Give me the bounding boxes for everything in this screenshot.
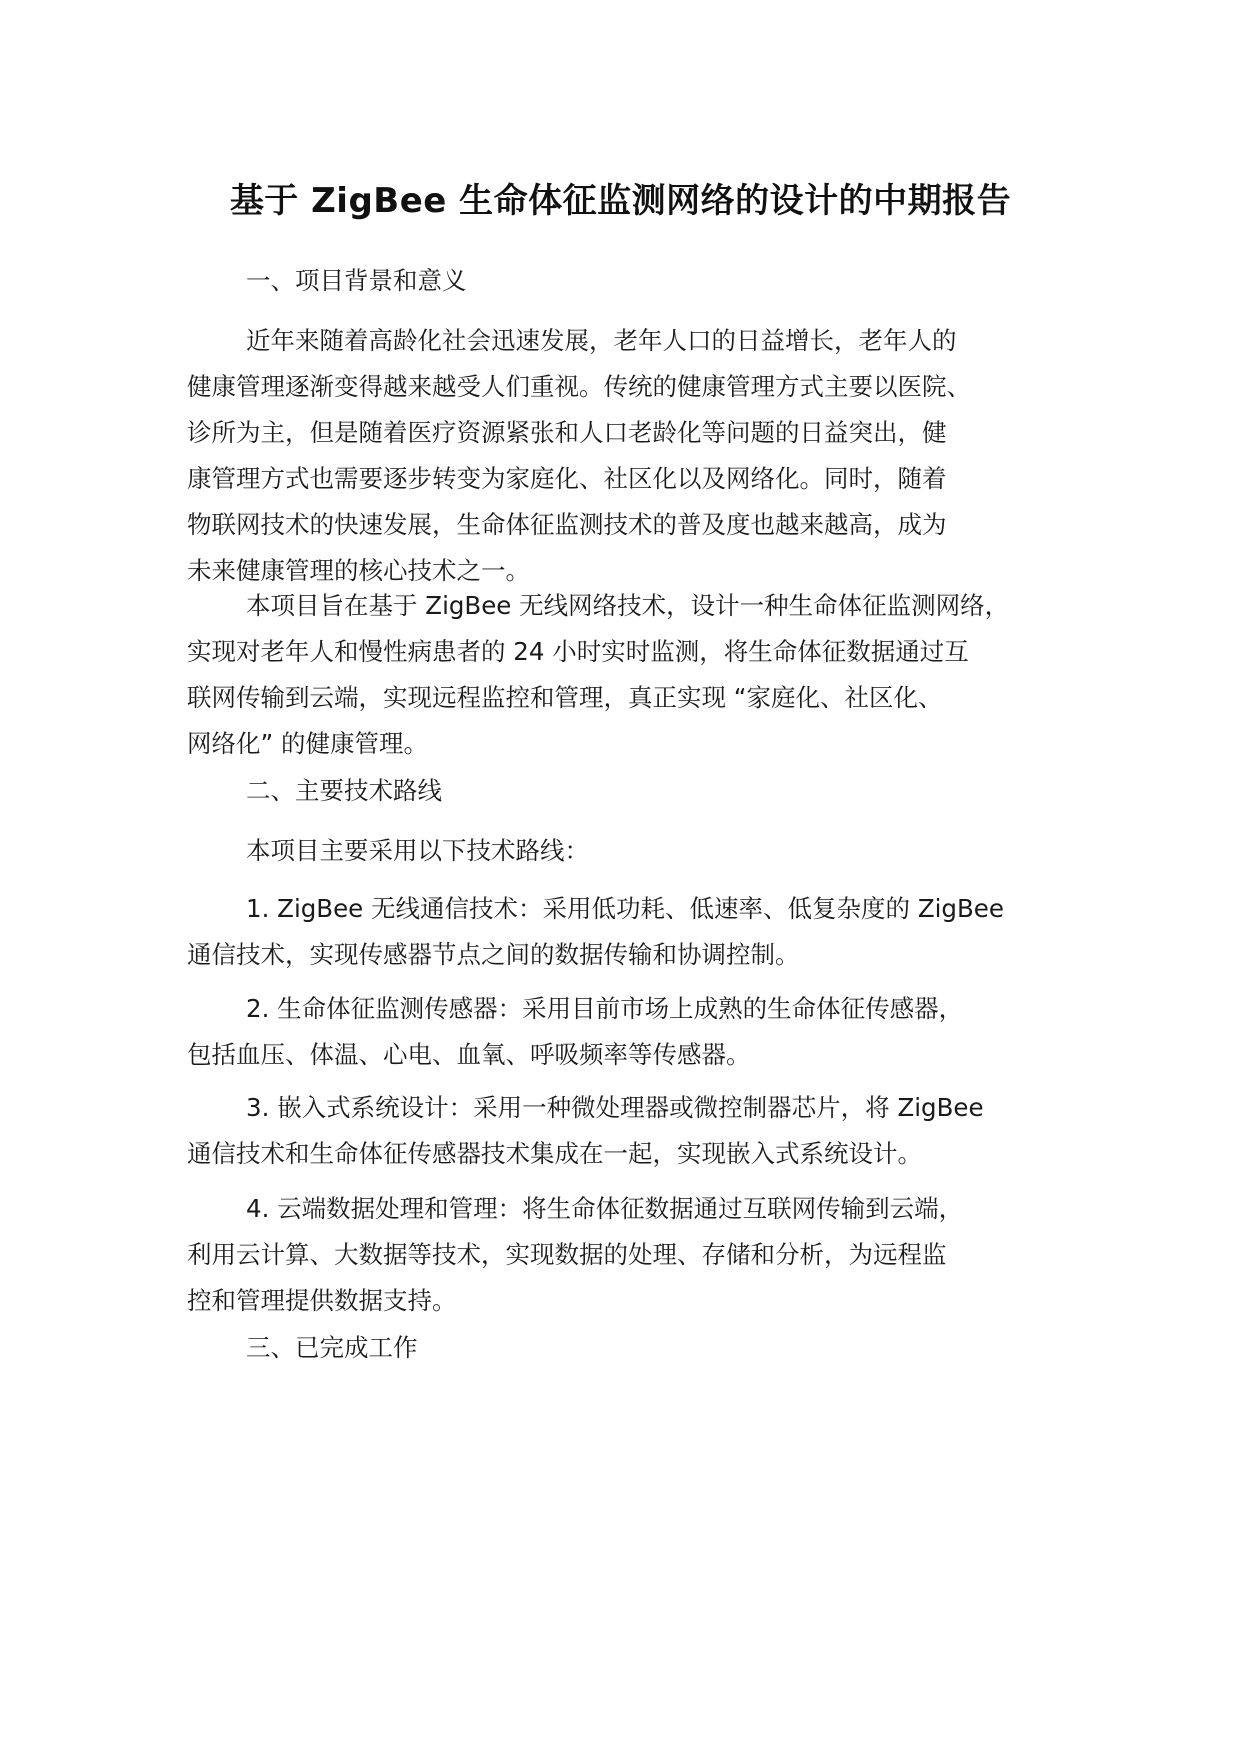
- paragraph-objective: [187, 583, 1077, 767]
- list-item-zigbee: [187, 886, 1077, 978]
- paragraph-line: 本项目旨在基于 ZigBee 无线网络技术，设计一种生命体征监测网络，: [246, 591, 1010, 620]
- section-heading-3: [187, 1325, 1077, 1371]
- list-item-line: 利用云计算、大数据等技术，实现数据的处理、存储和分析，为远程监: [187, 1240, 947, 1269]
- paragraph-line: 康管理方式也需要逐步转变为家庭化、社区化以及网络化。同时，随着: [187, 464, 947, 493]
- paragraph-line: 网络化” 的健康管理。: [187, 729, 428, 758]
- section-heading-text: 二、主要技术路线: [246, 776, 442, 805]
- section-heading-2: [187, 768, 1077, 814]
- document-title: 基于 ZigBee 生命体征监测网络的设计的中期报告: [229, 181, 1012, 221]
- list-item-sensors: [187, 986, 1077, 1078]
- list-item-line: 通信技术和生命体征传感器技术集成在一起，实现嵌入式系统设计。: [187, 1139, 922, 1168]
- list-item-line: 3. 嵌入式系统设计：采用一种微处理器或微控制器芯片，将 ZigBee: [246, 1093, 984, 1122]
- list-item-line: 通信技术，实现传感器节点之间的数据传输和协调控制。: [187, 940, 800, 969]
- list-item-line: 4. 云端数据处理和管理：将生命体征数据通过互联网传输到云端，: [246, 1194, 964, 1223]
- paragraph-line: 诊所为主，但是随着医疗资源紧张和人口老龄化等问题的日益突出，健: [187, 418, 947, 447]
- section-heading-1: [187, 258, 1077, 304]
- list-item-line: 2. 生命体征监测传感器：采用目前市场上成熟的生命体征传感器，: [246, 994, 964, 1023]
- list-item-line: 控和管理提供数据支持。: [187, 1286, 457, 1315]
- section-heading-text: 三、已完成工作: [246, 1333, 418, 1362]
- paragraph-background: [187, 318, 1077, 594]
- paragraph-line: 未来健康管理的核心技术之一。: [187, 556, 530, 585]
- list-item-cloud: [187, 1186, 1077, 1324]
- paragraph-line: 健康管理逐渐变得越来越受人们重视。传统的健康管理方式主要以医院、: [187, 372, 971, 401]
- section-heading-text: 一、项目背景和意义: [246, 266, 467, 295]
- paragraph-line: 本项目主要采用以下技术路线：: [246, 836, 589, 865]
- list-item-line: 1. ZigBee 无线通信技术：采用低功耗、低速率、低复杂度的 ZigBee: [246, 894, 1004, 923]
- paragraph-line: 物联网技术的快速发展，生命体征监测技术的普及度也越来越高，成为: [187, 510, 947, 539]
- list-item-embedded: [187, 1085, 1077, 1177]
- paragraph-line: 近年来随着高龄化社会迅速发展，老年人口的日益增长，老年人的: [246, 326, 957, 355]
- paragraph-line: 实现对老年人和慢性病患者的 24 小时实时监测，将生命体征数据通过互: [187, 637, 969, 666]
- paragraph-tech-intro: [187, 828, 1077, 874]
- list-item-line: 包括血压、体温、心电、血氧、呼吸频率等传感器。: [187, 1040, 751, 1069]
- paragraph-line: 联网传输到云端，实现远程监控和管理，真正实现 “家庭化、社区化、: [187, 683, 943, 712]
